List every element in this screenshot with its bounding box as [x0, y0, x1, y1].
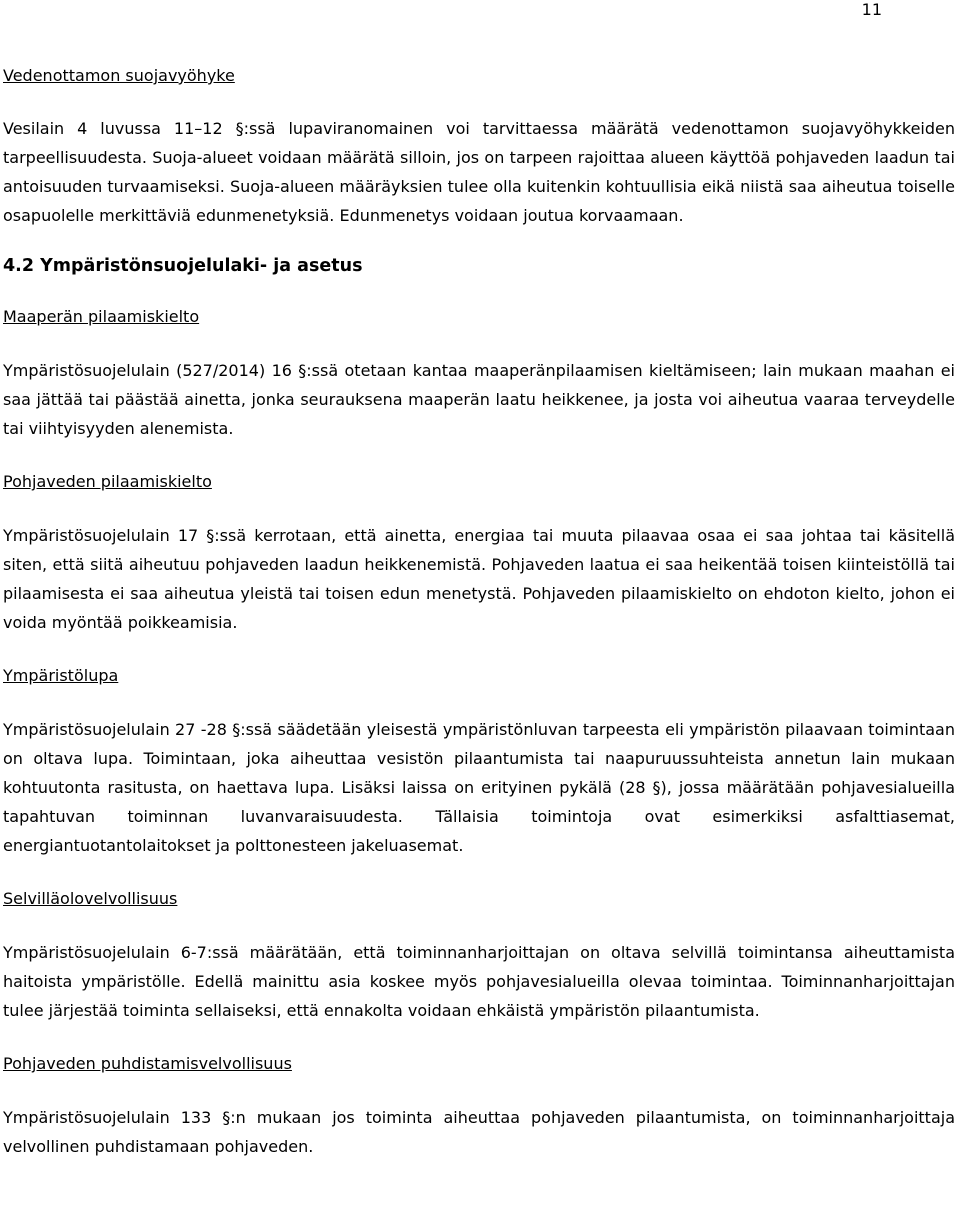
paragraph-selvillaolovelvollisuus: Ympäristösuojelulain 6-7:ssä määrätään, että toiminnanharjoittajan on oltava selvillä toimintansa aiheuttamista haitoista ympäristölle. Edellä mainittu asia koskee myös pohjavesialueilla olevaa toimintaa. Toiminnanharjoittajan tulee järjestää toiminta sellaiseksi, että ennakolta voidaan ehkäistä ympäristön pilaantumista.: [3, 943, 955, 1020]
paragraph-suojavyohyke: Vesilain 4 luvussa 11–12 §:ssä lupaviranomainen voi tarvittaessa määrätä vedenottamon suojavyöhykkeiden tarpeellisuudesta. Suoja-alueet voidaan määrätä silloin, jos on tarpeen rajoittaa alueen käyttöä pohjaveden laadun tai antoisuuden turvaamiseksi. Suoja-alueen määräyksien tulee olla kuitenkin kohtuullisia eikä niistä saa aiheutua toiselle osapuolelle merkittäviä edunmenetyksiä. Edunmenetys voidaan joutua korvaamaan.: [3, 119, 955, 225]
paragraph-pohjaveden-puhdistamisvelvollisuus: Ympäristösuojelulain 133 §:n mukaan jos toiminta aiheuttaa pohjaveden pilaantumista, on toiminnanharjoittaja velvollinen puhdistamaan pohjaveden.: [3, 1108, 955, 1156]
paragraph-pohjaveden-pilaamiskielto: Ympäristösuojelulain 17 §:ssä kerrotaan, että ainetta, energiaa tai muuta pilaavaa osaa ei saa johtaa tai käsitellä siten, että siitä aiheutuu pohjaveden laadun heikkenemistä. Pohjaveden laatua ei saa heikentää toisen kiinteistöllä tai pilaamisesta ei saa aiheutua yleistä tai toisen edun menetystä. Pohjaveden pilaamiskielto on ehdoton kielto, johon ei voida myöntää poikkeamisia.: [3, 526, 955, 632]
paragraph-maaperan-pilaamiskielto: Ympäristösuojelulain (527/2014) 16 §:ssä otetaan kantaa maaperänpilaamisen kieltämiseen; lain mukaan maahan ei saa jättää tai päästää ainetta, jonka seurauksena maaperän laatu heikkenee, ja josta voi aiheutua vaaraa terveydelle tai viihtyisyyden alenemista.: [3, 361, 955, 438]
section-heading-4-2: 4.2 Ympäristönsuojelulaki- ja asetus: [3, 256, 363, 276]
subheading-pohjaveden-puhdistamisvelvollisuus: Pohjaveden puhdistamisvelvollisuus: [3, 1054, 292, 1073]
paragraph-ymparistolupa: Ympäristösuojelulain 27 -28 §:ssä säädetään yleisestä ympäristönluvan tarpeesta eli ympäristön pilaavaan toimintaan on oltava lupa. Toimintaan, joka aiheuttaa vesistön pilaantumista tai naapuruussuhteista annetun lain mukaan kohtuutonta rasitusta, on haettava lupa. Lisäksi laissa on erityinen pykälä (28 §), jossa määrätään pohjavesialueilla tapahtuvan toiminnan luvanvaraisuudesta. Tällaisia toimintoja ovat esimerkiksi asfalttiasemat, energiantuotantolaitokset ja polttonesteen jakeluasemat.: [3, 720, 955, 855]
subheading-pohjaveden-pilaamiskielto: Pohjaveden pilaamiskielto: [3, 472, 212, 491]
page-content: [3, 64, 955, 1161]
page-number: 11: [861, 0, 882, 19]
subheading-maaperan-pilaamiskielto: Maaperän pilaamiskielto: [3, 307, 200, 326]
subheading-selvillaolovelvollisuus: Selvilläolovelvollisuus: [3, 889, 178, 908]
subheading-vedenottamon-suojavyohyke: Vedenottamon suojavyöhyke: [3, 66, 235, 85]
subheading-ymparistolupa: Ympäristölupa: [3, 666, 119, 685]
